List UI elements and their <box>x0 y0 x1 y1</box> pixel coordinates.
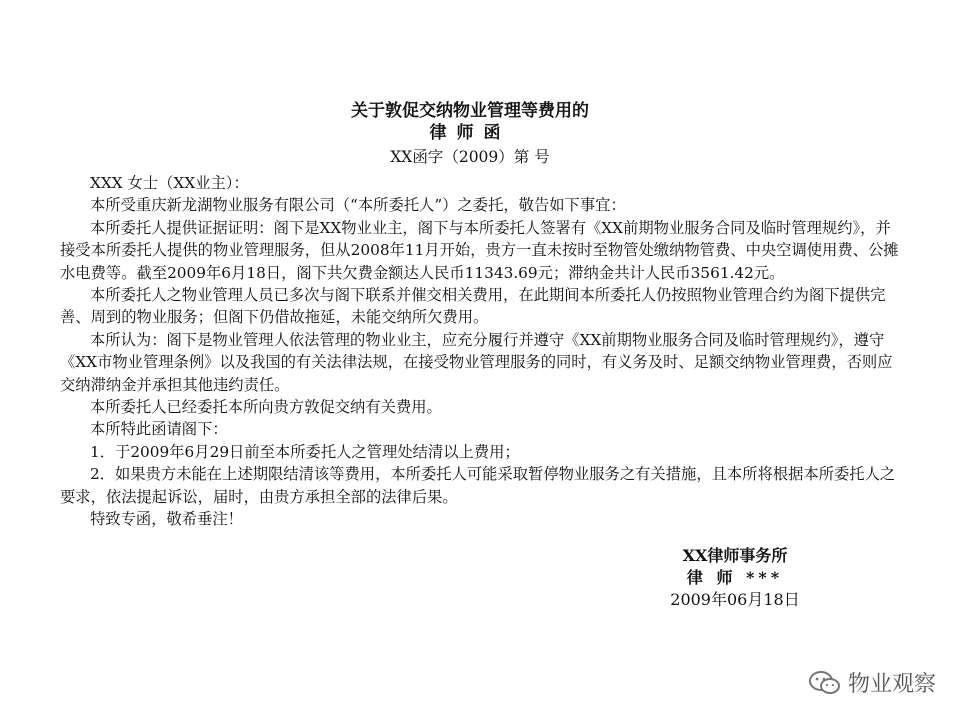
paragraph-contact-attempts: 本所委托人之物业管理人员已多次与阁下联系并催交相关费用，在此期间本所委托人仍按照物业管理合约为阁下提供完善、周到的物业服务；但阁下仍借故拖延，未能交纳所欠费用。 <box>60 286 886 327</box>
paragraph-legal-opinion: 本所认为：阁下是物业管理人依法管理的物业业主，应充分履行并遵守《XX前期物业服务合同及临时管理规约》，遵守《XX市物业管理条例》以及我国的有关法律法规，在接受物业管理服务的同时，有义务及时、足额交纳物业管理费，否则应交纳滞纳金并承担其他违约责任。 <box>60 330 893 394</box>
document-title: 关于敦促交纳物业管理等费用的 <box>351 101 589 121</box>
watermark-text: 物业观察 <box>847 672 936 697</box>
title-block <box>40 100 900 168</box>
paragraph-engagement: 本所委托人已经委托本所向贵方敦促交纳有关费用。 <box>90 398 442 417</box>
letter-date: 2009年06月18日 <box>670 590 800 609</box>
paragraph-evidence: 本所委托人提供证据证明：阁下是XX物业业主，阁下与本所委托人签署有《XX前期物业服务合同及临时管理规约》，并接受本所委托人提供的物业管理服务，但从2008年11月开始，贵方一直未按时至物管处缴纳物管费、中央空调使用费、公摊水电费等。截至2009年6月18日，阁下共欠费金额达人民币11343.69元；滞纳金共计人民币3561.42元。 <box>60 218 899 282</box>
lawyer-name: 律 师 *** <box>686 568 784 587</box>
salutation: XXX 女士（XX业主）： <box>90 174 249 192</box>
request-item-2: 2．如果贵方未能在上述期限结清该等费用，本所委托人可能采取暂停物业服务之有关措施，且本所将根据本所委托人之要求，依法提起诉讼，届时，由贵方承担全部的法律后果。 <box>60 465 896 506</box>
document-number: XX函字（2009）第 号 <box>390 148 550 166</box>
signature-block <box>620 545 850 611</box>
letter-body <box>60 172 900 531</box>
law-firm-name: XX律师事务所 <box>682 546 788 565</box>
lawyer-letter-document <box>60 100 900 609</box>
wechat-official-account-icon <box>808 669 842 697</box>
paragraph-intro: 本所受重庆新龙湖物业服务有限公司（“本所委托人”）之委托，敬告如下事宜： <box>90 196 626 215</box>
closing-line: 特致专函，敬希垂注！ <box>90 510 243 529</box>
paragraph-request: 本所特此函请阁下： <box>90 420 228 439</box>
document-title-subtitle: 律师函 <box>429 123 511 143</box>
watermark <box>808 667 936 698</box>
request-item-1: 1．于2009年6月29日前至本所委托人之管理处结清以上费用； <box>90 442 520 461</box>
